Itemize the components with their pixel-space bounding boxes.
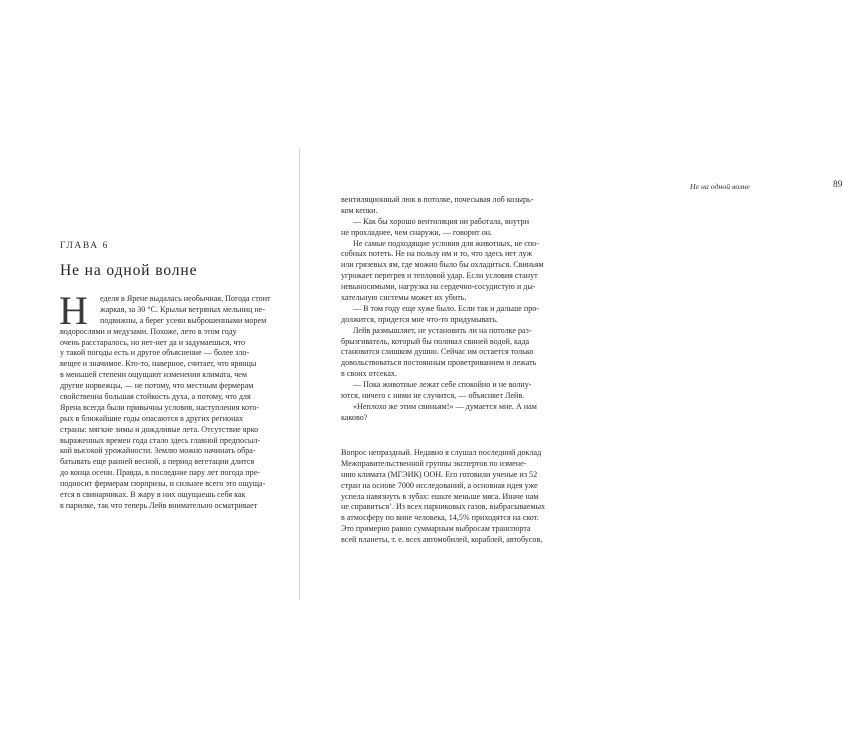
text-line: — Как бы хорошо вентиляция ни работала, внутри [353, 216, 530, 226]
text-line: Ярена всегда были привычны условия, наступления кото- [60, 402, 260, 412]
text-line: или грязевых ям, где можно было бы охладиться. Свиньям [341, 260, 544, 270]
text-line: ется в свинарниках. В жару в них ощущаешь себя как [60, 490, 246, 500]
text-line: очень расстаралось, но нет-нет да и задумаешься, что [60, 337, 245, 347]
text-line: кой высокой урожайности. Землю можно начинать обра- [60, 446, 256, 456]
text-line: нию климата (МГЭИК) ООН. Его готовили ученые из 52 [341, 469, 538, 479]
text-line: собных потеть. Не на пользу им и то, что здесь нет луж [341, 249, 533, 259]
page-number: 89 [833, 180, 843, 190]
text-line: ком кепки. [341, 205, 378, 215]
text-line: «Неплохо же этим свиньям!» — думается мне. А нам [353, 401, 537, 411]
left-page [0, 0, 300, 750]
chapter-label: ГЛАВА 6 [60, 241, 110, 251]
text-line: брызгиватель, который бы поливал свиней водой, када [341, 336, 530, 346]
text-line: в своих отсеках. [341, 369, 397, 379]
text-line: — В том году еще хуже было. Если так и дальше про- [353, 303, 539, 313]
left-body-text [59, 288, 271, 512]
drop-cap: Н [59, 288, 88, 333]
text-line: у такой погоды есть и другое объяснение — более зло- [60, 348, 250, 358]
right-body-text-bottom [341, 448, 551, 546]
text-line: Лейв размышляет, не установить ли на потолке раз- [353, 325, 532, 335]
text-line: Вопрос непраздный. Недавно я слушал последний доклад [341, 448, 542, 457]
text-line: каково? [341, 412, 368, 422]
text-line: довольствоваться постоянным проветриванием и лежать [341, 358, 537, 368]
text-line: — Пока животные лежат себе спокойно и не волну- [353, 380, 532, 390]
text-line: невыносимыми, нагрузка на сердечно-сосудистую и ды- [341, 282, 536, 292]
text-line: еделя в Ярене выдалась необычная. Погода стоит [100, 294, 271, 303]
text-line: другие норвежцы, — не потому, что местным фермерам [60, 381, 254, 391]
text-line: батывать еще ранней весной, а период вегетации длится [60, 457, 255, 467]
text-line: рых в ближайшие годы опасаются в других регионах [60, 413, 244, 423]
text-line: Межправительственной группы экспертов по измене- [341, 458, 527, 468]
text-line: до конца осени. Правда, в последние пару лет погода пре- [60, 468, 260, 478]
text-line: в парилке, так что теперь Лейв внимательно осматривает [60, 500, 258, 510]
text-line: вентиляционный люк в потолке, почесывая лоб козырь- [341, 195, 534, 204]
text-line: страны: мягкие зимы и дождливые лета. Отсутствие ярко [60, 424, 259, 434]
text-line: всей планеты, т. е. всех автомобилей, кораблей, автобусов, [341, 535, 543, 545]
text-line: Это примерно равно суммарным выбросам транспорта [341, 524, 531, 534]
text-line: становится слишком душно. Сейчас им остается только [341, 347, 534, 357]
running-head: Не на одной волне [690, 182, 750, 191]
text-line: угрожает перегрев и тепловой удар. Если условия станут [341, 271, 538, 281]
text-line: не прохладнее, чем снаружи, — говорит он. [341, 227, 493, 237]
text-line: ются, ничего с ними не случится, — объясняет Лейв. [341, 391, 525, 401]
text-line: свойственна большая стойкость духа, а потому, что для [60, 392, 251, 402]
text-line: вещее и значимое. Кто-то, наверное, считает, что ярянцы [60, 359, 257, 369]
text-line: не справиться’. Из всех парниковых газов, выбрасываемых [341, 502, 546, 512]
text-line: Не самые подходящие условия для животных, не спо- [353, 238, 539, 248]
text-line: должится, придется мне что-то придумывать. [341, 314, 498, 324]
text-line: подвижны, а берег усеян выброшенными морем [100, 315, 267, 325]
right-body-text-top [341, 195, 551, 424]
text-line: в меньшей степени ощущают изменения климата, чем [60, 370, 248, 380]
text-line: в атмосферу по вине человека, 14,5% приходятся на скот. [341, 513, 539, 523]
text-line: подносит фермерам сюрпризы, и сильнее всего это ощуща- [60, 479, 266, 489]
text-line: успела навязнуть в зубах: ешьте меньше мяса. Иначе нам [341, 491, 539, 501]
text-line: выраженных времен года стало здесь главной предпосыл- [60, 435, 261, 445]
chapter-title: Не на одной волне [60, 262, 198, 279]
text-line: водорослями и медузами. Похоже, лето в этом году [60, 326, 237, 336]
text-line: стран на основе 7000 исследований, а основная идея уже [341, 480, 538, 490]
text-line: хательную системы может их убить. [341, 293, 467, 303]
text-line: жаркая, за 30 °С. Крылья ветряных мельниц не- [100, 304, 266, 314]
